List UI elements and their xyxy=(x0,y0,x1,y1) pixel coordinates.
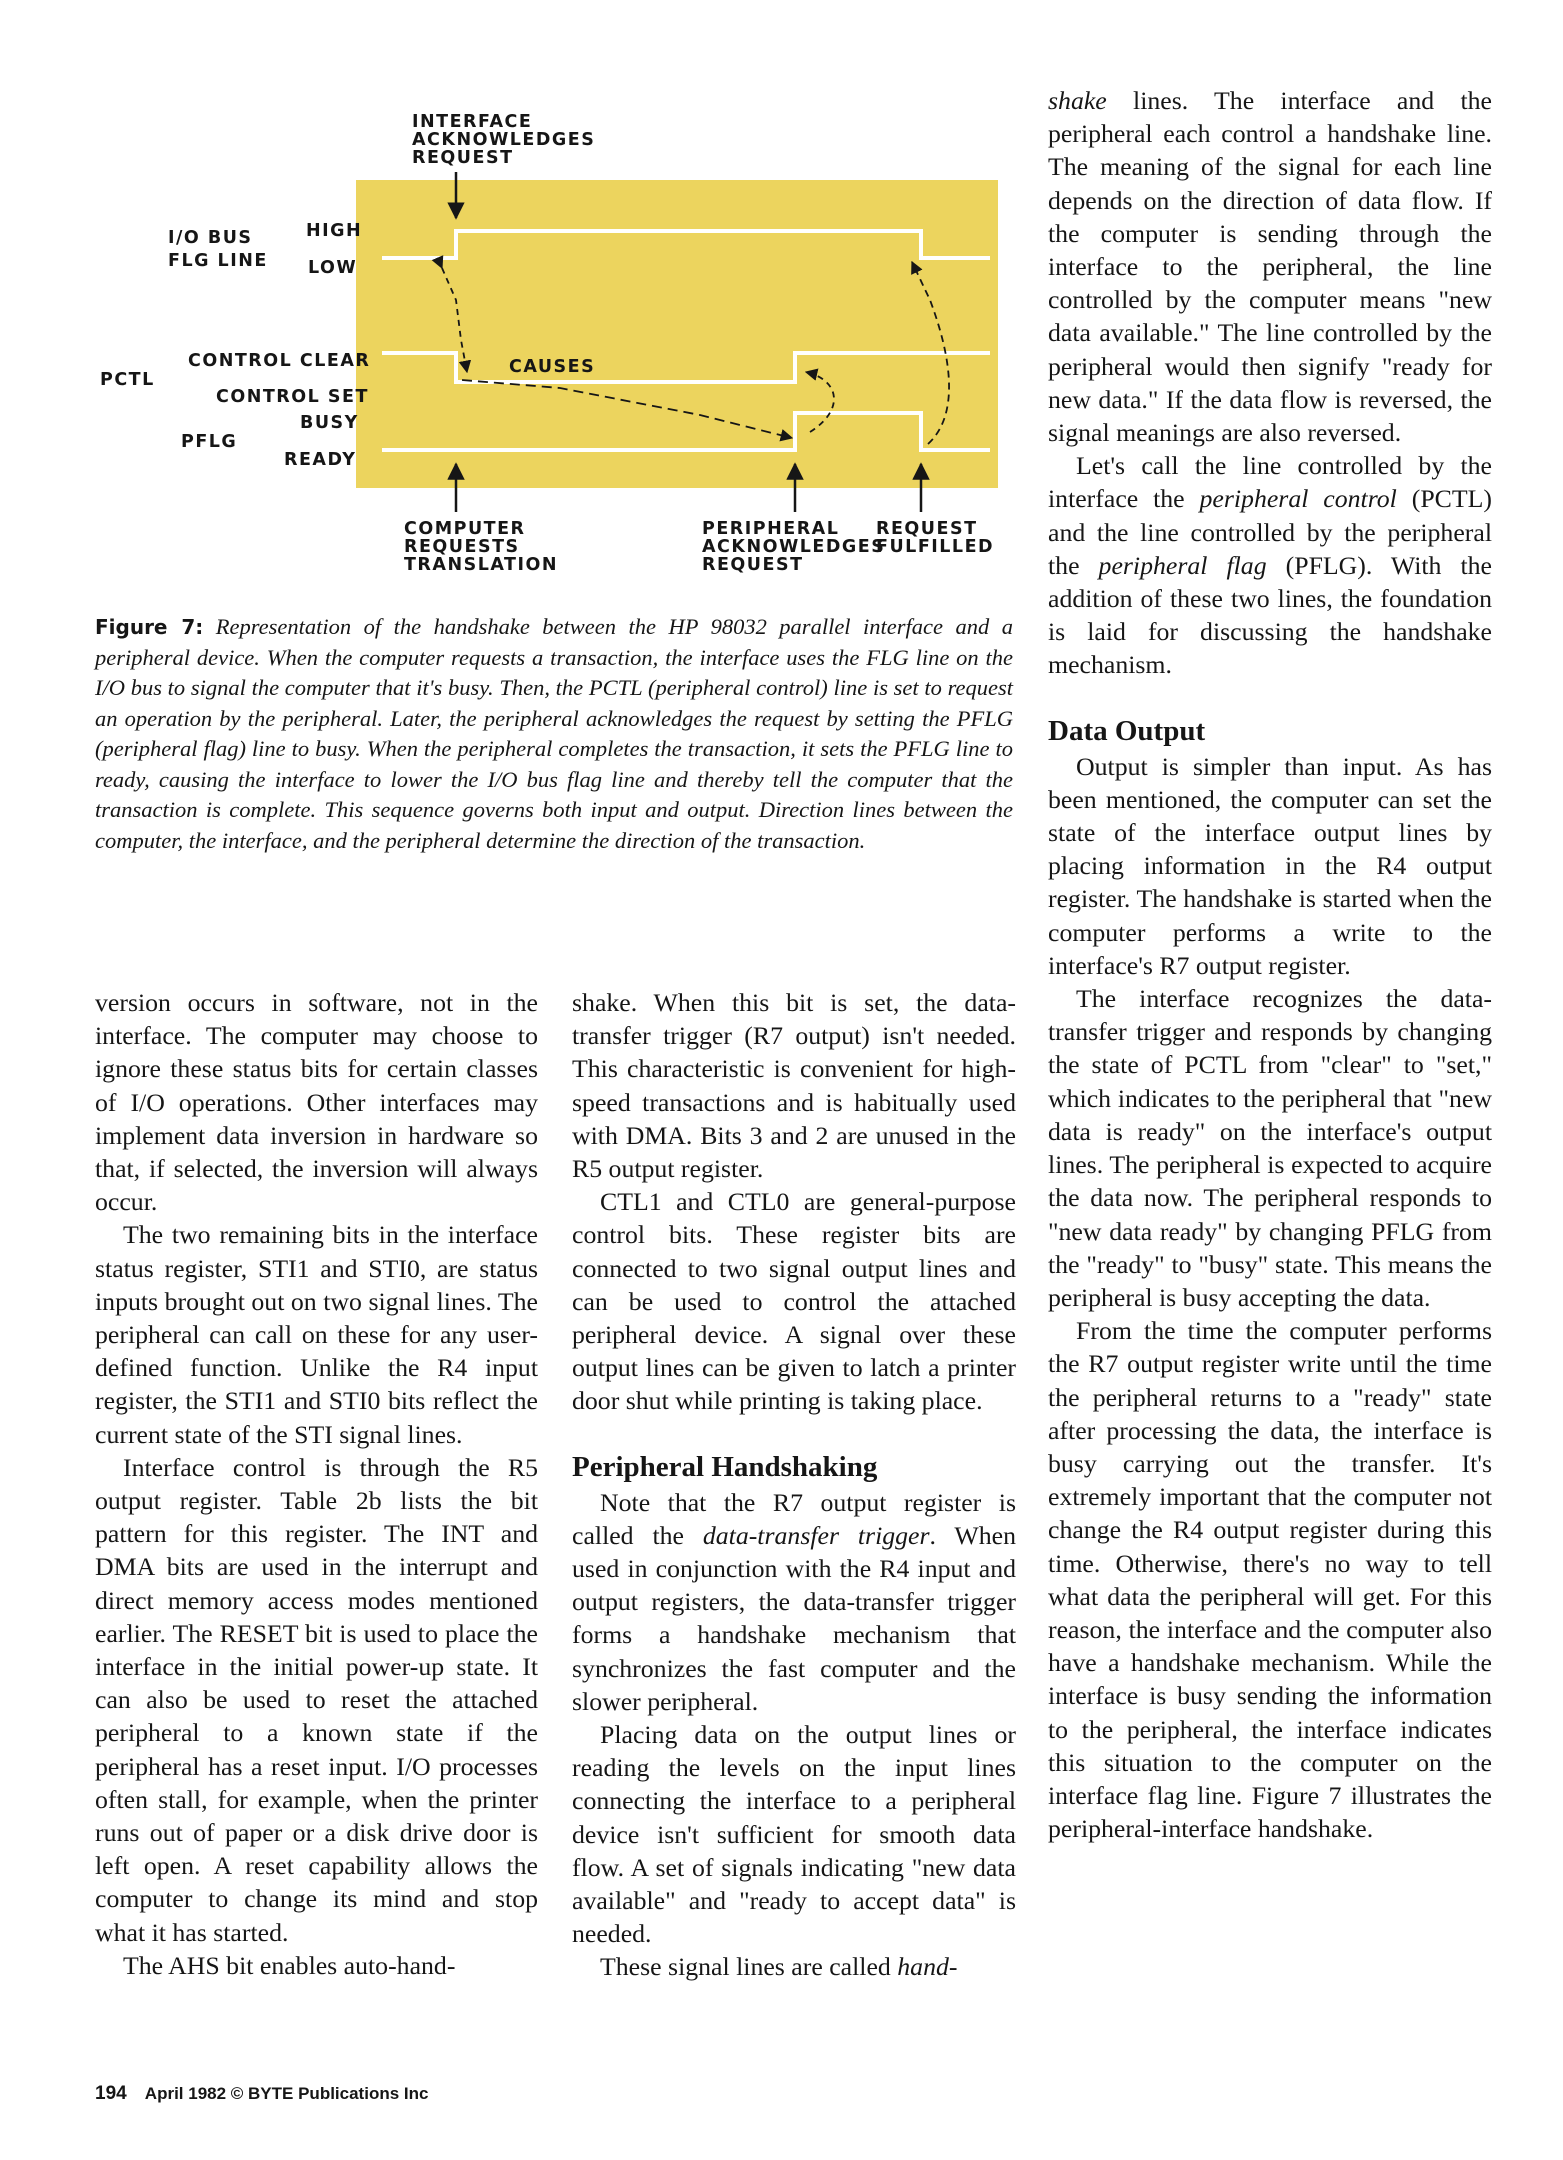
label-computer-requests-3: TRANSLATION xyxy=(404,555,559,575)
paragraph: shake. When this bit is set, the data-transfer trigger (R7 output) isn't needed. This characteristic is convenient for high-speed transactions and is habitually used with DMA. Bits 3 and 2 are unused in the R5 output register. xyxy=(572,988,1016,1184)
text-column-3 xyxy=(1048,84,1492,1845)
paragraph: Let's call the line controlled by the interface the peripheral control (PCTL) and the line controlled by the peripheral the peripheral flag (PFLG). With the addition of these two lines, the foundation is laid for discussing the handshake mechanism. xyxy=(1048,451,1492,680)
section-heading: Peripheral Handshaking xyxy=(572,1450,878,1483)
label-computer-requests-1: COMPUTER xyxy=(404,519,526,539)
page-footer xyxy=(95,2083,428,2105)
label-interface-ack-1: INTERFACE xyxy=(412,112,533,132)
paragraph: Placing data on the output lines or reading the levels on the input lines connecting the interface to a peripheral device isn't sufficient for smooth data flow. A set of signals indicating "new data available" and "ready to accept data" is needed. xyxy=(572,1720,1016,1949)
text-column-1 xyxy=(95,986,538,1982)
label-peripheral-ack-3: REQUEST xyxy=(702,555,804,575)
label-io-bus: I/O BUS xyxy=(168,228,253,248)
label-pflg: PFLG xyxy=(181,432,238,452)
label-interface-ack-2: ACKNOWLEDGES xyxy=(412,130,596,150)
label-request-fulfilled-2: FULFILLED xyxy=(876,537,995,557)
label-causes: CAUSES xyxy=(509,357,596,377)
figure-caption xyxy=(95,612,1013,856)
paragraph: Note that the R7 output register is called the data-transfer trigger. When used in conjunction with the R4 input and output registers, the data-transfer trigger forms a handshake mechanism that synchronizes the fast computer and the slower peripheral. xyxy=(572,1487,1017,1716)
figure-caption-label: Figure 7: xyxy=(95,615,204,639)
label-peripheral-ack-2: ACKNOWLEDGES xyxy=(702,537,886,557)
label-request-fulfilled-1: REQUEST xyxy=(876,519,978,539)
paragraph: From the time the computer performs the R7 output register write until the time the peripheral returns to a "ready" state after processing the data, the interface is busy carrying out the transfer. It's extremely important that the computer not change the R4 output register during this time. Otherwise, there's no way to tell what data the peripheral will get. For this reason, the interface and the computer also have a handshake mechanism. While the interface is busy sending the information to the peripheral, the interface indicates this situation to the computer on the interface flag line. Figure 7 illustrates the peripheral-interface handshake. xyxy=(1048,1316,1492,1844)
label-low: LOW xyxy=(308,258,358,278)
paragraph: The AHS bit enables auto-hand- xyxy=(123,1950,456,1980)
label-interface-ack-3: REQUEST xyxy=(412,148,514,168)
label-high: HIGH xyxy=(306,221,363,241)
paragraph: shake lines. The interface and the peripheral each control a handshake line. The meaning of the signal for each line depends on the direction of data flow. If the computer is sending through the interface to the peripheral, the line controlled by the computer means "new data available." The line controlled by the peripheral would then signify "ready for new data." If the data flow is reversed, the signal meanings are also reversed. xyxy=(1048,86,1492,448)
label-ready: READY xyxy=(284,450,357,470)
publication-credit: April 1982 © BYTE Publications Inc xyxy=(144,2084,429,2103)
timing-panel xyxy=(356,180,998,488)
figure-caption-text: Representation of the handshake between the HP 98032 parallel interface and a peripheral device. When the computer requests a transaction, the interface uses the FLG line on the I/O bus to signal the computer that it's busy. Then, the PCTL (peripheral control) line is set to request an operation by the peripheral. Later, the peripheral acknowledges the request by setting the PFLG (peripheral flag) line to busy. When the peripheral completes the transaction, it sets the PFLG line to ready, causing the interface to lower the I/O bus flag line and thereby tell the computer that the transaction is complete. This sequence governs both input and output. Direction lines between the computer, the interface, and the peripheral determine the direction of the transaction. xyxy=(95,614,1013,853)
paragraph: Interface control is through the R5 output register. Table 2b lists the bit pattern for this register. The INT and DMA bits are used in the interrupt and direct memory access modes mentioned earlier. The RESET bit is used to place the interface in the initial power-up state. It can also be used to reset the attached peripheral to a known state if the peripheral has a reset input. I/O processes often stall, for example, when the printer runs out of paper or a disk drive door is left open. A reset capability allows the computer to change its mind and stop what it has started. xyxy=(95,1452,538,1947)
paragraph: These signal lines are called hand- xyxy=(600,1952,958,1982)
label-control-set: CONTROL SET xyxy=(216,387,369,407)
label-busy: BUSY xyxy=(300,413,359,433)
label-peripheral-ack-1: PERIPHERAL xyxy=(702,519,840,539)
label-control-clear: CONTROL CLEAR xyxy=(188,351,371,371)
text-column-2 xyxy=(572,986,1016,1984)
paragraph: CTL1 and CTL0 are general-purpose control bits. These register bits are connected to two signal output lines and can be used to control the attached peripheral device. A signal over these output lines can be given to latch a printer door shut while printing is taking place. xyxy=(572,1187,1016,1416)
paragraph: Output is simpler than input. As has been mentioned, the computer can set the state of the interface output lines by placing information in the R4 output register. The handshake is started when the computer performs a write to the interface's R7 output register. xyxy=(1048,751,1492,980)
section-heading: Data Output xyxy=(1048,714,1206,747)
label-pctl: PCTL xyxy=(100,370,155,390)
label-flg-line: FLG LINE xyxy=(168,251,268,271)
label-computer-requests-2: REQUESTS xyxy=(404,537,520,557)
paragraph: The two remaining bits in the interface status register, STI1 and STI0, are status inputs brought out on two signal lines. The peripheral can call on these for any user-defined function. Unlike the R4 input register, the STI1 and STI0 bits reflect the current state of the STI signal lines. xyxy=(95,1220,538,1449)
paragraph: The interface recognizes the data-transfer trigger and responds by changing the state of PCTL from "clear" to "set," which indicates to the peripheral that "new data is ready" on the interface's output lines. The peripheral is expected to acquire the data now. The peripheral responds to "new data ready" by changing PFLG from the "ready" to "busy" state. This means the peripheral is busy accepting the data. xyxy=(1048,984,1492,1312)
page-number: 194 xyxy=(95,2083,127,2104)
paragraph: version occurs in software, not in the interface. The computer may choose to ignore these status bits for certain classes of I/O operations. Other interfaces may implement data inversion in hardware so that, if selected, the inversion will always occur. xyxy=(95,988,538,1217)
